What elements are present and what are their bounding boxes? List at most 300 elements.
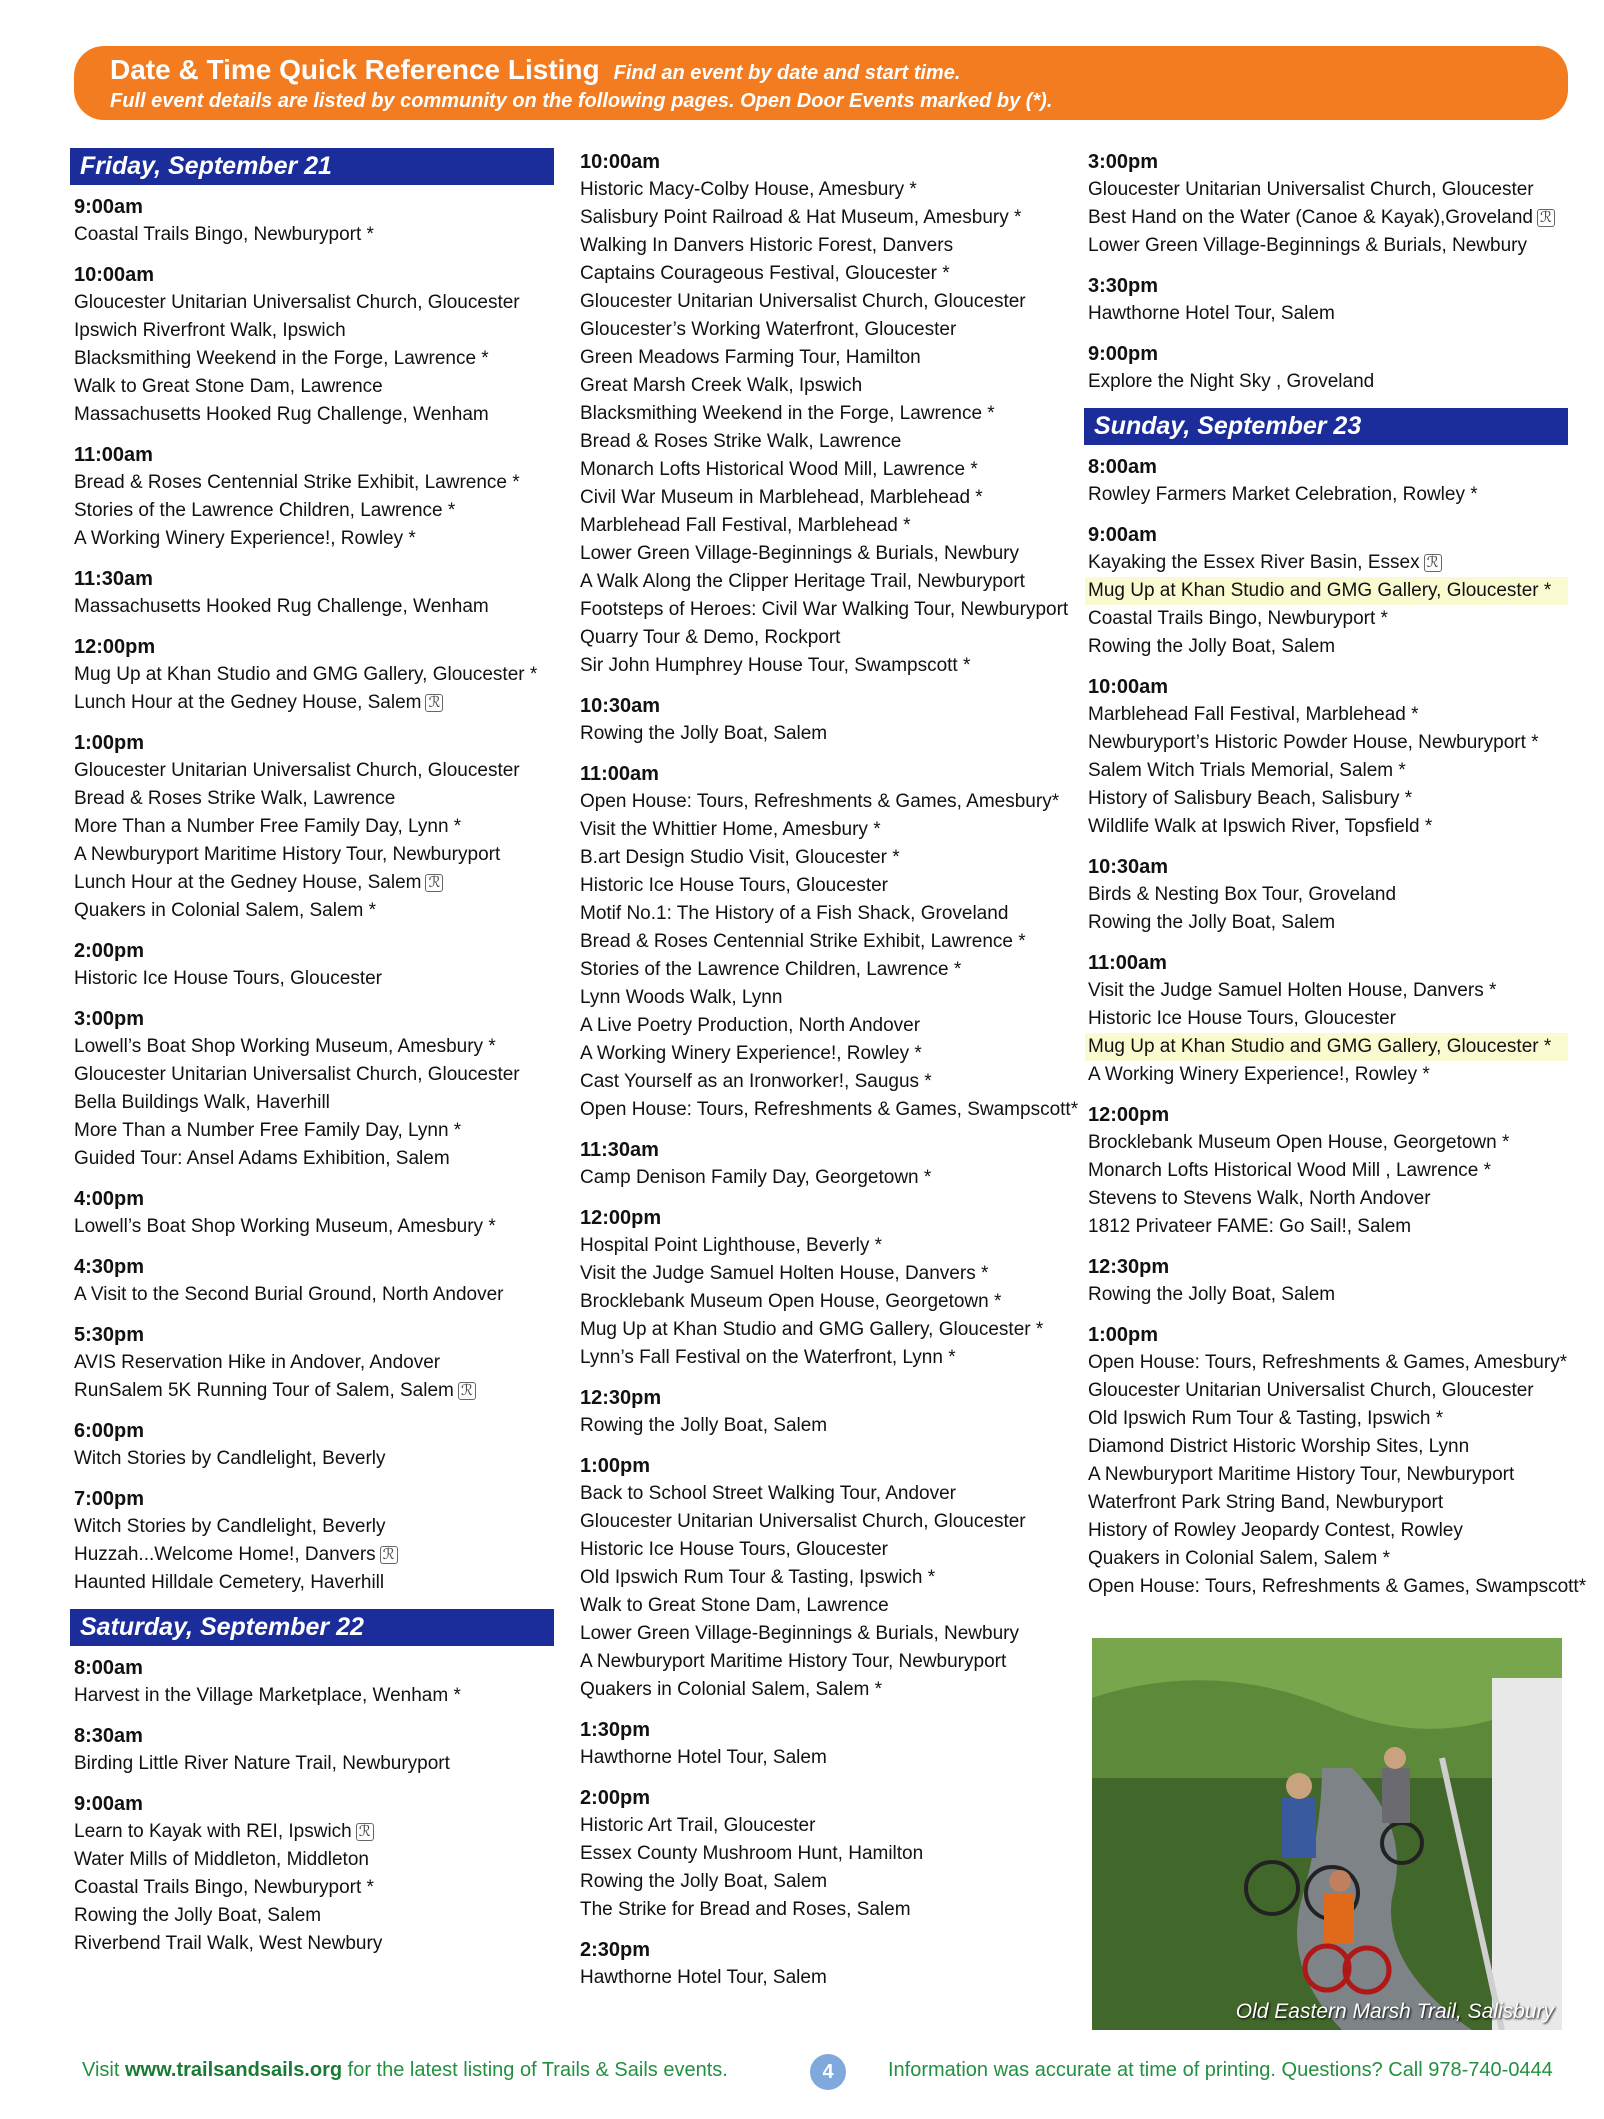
event-item <box>580 288 1070 316</box>
event-title: Open House: Tours, Refreshments & Games, Swampscott* <box>1088 1576 1587 1597</box>
event-item <box>580 1260 1070 1288</box>
banner-subtitle: Find an event by date and start time. <box>613 62 961 84</box>
event-item <box>74 1281 554 1309</box>
event-title: Hawthorne Hotel Tour, Salem <box>580 1967 827 1988</box>
time-slot <box>74 565 554 621</box>
day-header: Friday, September 21 <box>70 148 554 185</box>
event-title: A Working Winery Experience!, Rowley * <box>1088 1064 1430 1085</box>
event-item <box>1085 1033 1568 1061</box>
event-item <box>74 897 554 925</box>
event-item <box>1088 1405 1568 1433</box>
event-item <box>1088 1433 1568 1461</box>
event-item <box>580 652 1070 680</box>
time-label: 12:30pm <box>1088 1256 1170 1278</box>
event-item <box>74 1569 554 1597</box>
time-label: 9:00pm <box>1088 343 1159 365</box>
time-label: 8:00am <box>1088 456 1157 478</box>
event-title: Salem Witch Trials Memorial, Salem * <box>1088 760 1406 781</box>
event-title: Rowing the Jolly Boat, Salem <box>1088 1284 1336 1305</box>
event-title: Salisbury Point Railroad & Hat Museum, Amesbury * <box>580 207 1022 228</box>
event-item <box>1088 1281 1568 1309</box>
time-slot <box>74 729 554 925</box>
event-title: Kayaking the Essex River Basin, Essex <box>1088 552 1420 573</box>
time-slot <box>74 1417 554 1473</box>
time-label: 8:00am <box>74 1657 143 1679</box>
event-title: Coastal Trails Bingo, Newburyport * <box>74 224 374 245</box>
event-item <box>74 401 554 429</box>
event-item <box>1088 1545 1568 1573</box>
event-title: Coastal Trails Bingo, Newburyport * <box>74 1877 374 1898</box>
event-title: Gloucester Unitarian Universalist Church, Gloucester <box>74 760 520 781</box>
event-title: Witch Stories by Candlelight, Beverly <box>74 1516 386 1537</box>
event-title: Lower Green Village-Beginnings & Burials, Newbury <box>580 1623 1019 1644</box>
trail-photo <box>1092 1638 1562 2030</box>
event-title: Witch Stories by Candlelight, Beverly <box>74 1448 386 1469</box>
event-item <box>1088 605 1568 633</box>
event-title: Bread & Roses Strike Walk, Lawrence <box>580 431 902 452</box>
event-item <box>1088 1185 1568 1213</box>
time-label: 2:30pm <box>580 1939 651 1961</box>
time-slot <box>74 1185 554 1241</box>
time-label: 9:00am <box>74 1793 143 1815</box>
time-label: 2:00pm <box>580 1787 651 1809</box>
time-slot <box>1088 1253 1568 1309</box>
event-item <box>1088 1213 1568 1241</box>
event-title: Mug Up at Khan Studio and GMG Gallery, Gloucester * <box>1088 1036 1552 1057</box>
time-label: 7:00pm <box>74 1488 145 1510</box>
time-slot <box>580 1716 1070 1772</box>
event-item <box>74 1930 554 1958</box>
event-item <box>1088 701 1568 729</box>
page-title: Date & Time Quick Reference Listing <box>110 54 600 85</box>
event-title: History of Salisbury Beach, Salisbury * <box>1088 788 1413 809</box>
event-title: Lynn’s Fall Festival on the Waterfront, Lynn * <box>580 1347 956 1368</box>
event-title: Haunted Hilldale Cemetery, Haverhill <box>74 1572 385 1593</box>
event-title: Rowing the Jolly Boat, Salem <box>580 723 828 744</box>
event-item <box>1088 1061 1568 1089</box>
event-item <box>1088 1489 1568 1517</box>
time-slot <box>74 937 554 993</box>
event-item <box>74 289 554 317</box>
event-item <box>580 1620 1070 1648</box>
event-item <box>74 661 554 689</box>
event-item <box>74 1061 554 1089</box>
event-item <box>580 1412 1070 1440</box>
event-title: RunSalem 5K Running Tour of Salem, Salem <box>74 1380 454 1401</box>
event-item <box>74 525 554 553</box>
event-title: Historic Ice House Tours, Gloucester <box>580 1539 888 1560</box>
event-item <box>74 1846 554 1874</box>
event-item <box>580 928 1070 956</box>
event-item <box>1088 232 1568 260</box>
event-item <box>74 757 554 785</box>
event-item <box>74 841 554 869</box>
time-slot <box>1088 1101 1568 1241</box>
event-item <box>580 844 1070 872</box>
time-slot <box>580 1936 1070 1992</box>
time-slot <box>74 633 554 717</box>
event-item <box>580 1480 1070 1508</box>
event-title: Bread & Roses Strike Walk, Lawrence <box>74 788 396 809</box>
event-title: A Walk Along the Clipper Heritage Trail, Newburyport <box>580 571 1025 592</box>
event-title: Brocklebank Museum Open House, Georgetown * <box>1088 1132 1510 1153</box>
event-item <box>580 1744 1070 1772</box>
time-slot <box>74 1654 554 1710</box>
event-title: Civil War Museum in Marblehead, Marblehead * <box>580 487 983 508</box>
event-title: Riverbend Trail Walk, West Newbury <box>74 1933 383 1954</box>
event-item <box>1088 481 1568 509</box>
event-title: More Than a Number Free Family Day, Lynn * <box>74 816 462 837</box>
time-label: 9:00am <box>74 196 143 218</box>
event-title: Old Ipswich Rum Tour & Tasting, Ipswich * <box>580 1567 936 1588</box>
event-item <box>580 816 1070 844</box>
event-title: Newburyport’s Historic Powder House, Newburyport * <box>1088 732 1539 753</box>
event-title: Stories of the Lawrence Children, Lawrence * <box>74 500 456 521</box>
event-title: Monarch Lofts Historical Wood Mill , Lawrence * <box>1088 1160 1492 1181</box>
event-item <box>1088 1377 1568 1405</box>
event-title: Footsteps of Heroes: Civil War Walking Tour, Newburyport <box>580 599 1069 620</box>
event-title: Guided Tour: Ansel Adams Exhibition, Salem <box>74 1148 450 1169</box>
column-middle <box>580 148 1079 2004</box>
event-item <box>74 785 554 813</box>
event-title: Historic Ice House Tours, Gloucester <box>580 875 888 896</box>
event-item <box>1088 204 1568 232</box>
event-item <box>1088 633 1568 661</box>
event-title: Water Mills of Middleton, Middleton <box>74 1849 369 1870</box>
time-label: 11:00am <box>1088 952 1167 974</box>
event-title: Marblehead Fall Festival, Marblehead * <box>580 515 911 536</box>
event-item <box>580 1840 1070 1868</box>
event-title: Rowing the Jolly Boat, Salem <box>1088 912 1336 933</box>
event-item <box>580 540 1070 568</box>
event-item <box>1088 368 1568 396</box>
event-item <box>74 317 554 345</box>
event-item <box>580 1232 1070 1260</box>
event-item <box>580 1316 1070 1344</box>
time-label: 11:30am <box>74 568 153 590</box>
time-slot <box>1088 1321 1587 1601</box>
event-item <box>74 345 554 373</box>
event-title: Historic Art Trail, Gloucester <box>580 1815 816 1836</box>
registration-required-icon: ℛ <box>425 694 443 712</box>
time-label: 10:00am <box>580 151 661 173</box>
event-title: Quakers in Colonial Salem, Salem * <box>1088 1548 1391 1569</box>
event-item <box>580 1164 1070 1192</box>
event-title: Stevens to Stevens Walk, North Andover <box>1088 1188 1431 1209</box>
event-item <box>1088 813 1568 841</box>
event-item <box>74 1349 554 1377</box>
event-title: Visit the Judge Samuel Holten House, Danvers * <box>1088 980 1497 1001</box>
event-item <box>74 1377 554 1405</box>
time-slot <box>580 1384 1070 1440</box>
event-title: Hawthorne Hotel Tour, Salem <box>1088 303 1335 324</box>
time-label: 12:00pm <box>74 636 156 658</box>
event-title: Huzzah...Welcome Home!, Danvers <box>74 1544 376 1565</box>
event-item <box>580 484 1070 512</box>
event-item <box>74 1682 554 1710</box>
event-item <box>580 1096 1079 1124</box>
event-title: Learn to Kayak with REI, Ipswich <box>74 1821 352 1842</box>
event-title: Birding Little River Nature Trail, Newburyport <box>74 1753 450 1774</box>
event-item <box>580 400 1070 428</box>
event-title: B.art Design Studio Visit, Gloucester * <box>580 847 900 868</box>
time-slot <box>74 193 554 249</box>
event-item <box>580 1536 1070 1564</box>
time-label: 11:00am <box>580 763 659 785</box>
event-title: Hawthorne Hotel Tour, Salem <box>580 1747 827 1768</box>
registration-required-icon: ℛ <box>425 874 443 892</box>
event-title: Wildlife Walk at Ipswich River, Topsfield * <box>1088 816 1433 837</box>
event-title: Gloucester Unitarian Universalist Church, Gloucester <box>580 291 1026 312</box>
event-title: Waterfront Park String Band, Newburyport <box>1088 1492 1444 1513</box>
event-item <box>580 204 1070 232</box>
event-item <box>1088 549 1568 577</box>
event-item <box>580 1040 1070 1068</box>
event-item <box>580 900 1070 928</box>
event-item <box>580 456 1070 484</box>
event-title: Captains Courageous Festival, Gloucester * <box>580 263 950 284</box>
registration-required-icon: ℛ <box>1424 554 1442 572</box>
event-title: A Visit to the Second Burial Ground, North Andover <box>74 1284 504 1305</box>
event-title: Massachusetts Hooked Rug Challenge, Wenham <box>74 596 489 617</box>
page-number: 4 <box>810 2054 846 2090</box>
event-item <box>74 1213 554 1241</box>
time-slot <box>1088 453 1568 509</box>
event-title: Cast Yourself as an Ironworker!, Saugus * <box>580 1071 932 1092</box>
time-label: 3:30pm <box>1088 275 1159 297</box>
event-item <box>580 1896 1070 1924</box>
event-title: Motif No.1: The History of a Fish Shack, Groveland <box>580 903 1009 924</box>
event-title: History of Rowley Jeopardy Contest, Rowley <box>1088 1520 1463 1541</box>
event-title: Walk to Great Stone Dam, Lawrence <box>74 376 383 397</box>
registration-required-icon: ℛ <box>1537 209 1555 227</box>
registration-required-icon: ℛ <box>380 1546 398 1564</box>
event-item <box>580 1344 1070 1372</box>
time-slot <box>580 1452 1070 1704</box>
event-title: Mug Up at Khan Studio and GMG Gallery, Gloucester * <box>74 664 538 685</box>
day-header: Saturday, September 22 <box>70 1609 554 1646</box>
event-item <box>580 984 1070 1012</box>
column-right <box>1088 148 1587 1613</box>
event-item <box>580 1012 1070 1040</box>
event-item <box>1088 909 1568 937</box>
event-item <box>74 1117 554 1145</box>
cyclists-image <box>1092 1638 1562 2030</box>
event-item <box>580 1964 1070 1992</box>
event-item <box>74 869 554 897</box>
event-item <box>74 593 554 621</box>
event-item <box>1088 729 1568 757</box>
event-title: Blacksmithing Weekend in the Forge, Lawrence * <box>74 348 489 369</box>
event-item <box>580 1812 1070 1840</box>
time-slot <box>1088 673 1568 841</box>
time-label: 9:00am <box>1088 524 1157 546</box>
event-item <box>74 965 554 993</box>
event-item <box>580 316 1070 344</box>
event-item <box>1088 977 1568 1005</box>
event-title: Quakers in Colonial Salem, Salem * <box>580 1679 883 1700</box>
event-title: Monarch Lofts Historical Wood Mill, Lawrence * <box>580 459 978 480</box>
event-item <box>1088 757 1568 785</box>
event-item <box>74 1541 554 1569</box>
time-label: 8:30am <box>74 1725 143 1747</box>
time-slot <box>74 1005 554 1173</box>
event-title: Ipswich Riverfront Walk, Ipswich <box>74 320 346 341</box>
time-slot <box>1088 521 1568 661</box>
time-slot <box>74 1253 554 1309</box>
event-title: Rowing the Jolly Boat, Salem <box>1088 636 1336 657</box>
event-title: Rowing the Jolly Boat, Salem <box>580 1415 828 1436</box>
event-title: Gloucester Unitarian Universalist Church, Gloucester <box>74 1064 520 1085</box>
event-title: A Live Poetry Production, North Andover <box>580 1015 921 1036</box>
event-title: Open House: Tours, Refreshments & Games, Swampscott* <box>580 1099 1079 1120</box>
event-item <box>580 344 1070 372</box>
event-title: Lunch Hour at the Gedney House, Salem <box>74 872 422 893</box>
event-item <box>580 624 1070 652</box>
event-title: Rowing the Jolly Boat, Salem <box>74 1905 322 1926</box>
event-item <box>580 260 1070 288</box>
event-title: Gloucester Unitarian Universalist Church, Gloucester <box>1088 179 1534 200</box>
time-label: 10:30am <box>1088 856 1169 878</box>
event-title: Gloucester’s Working Waterfront, Gloucester <box>580 319 957 340</box>
time-slot <box>74 261 554 429</box>
event-title: Sir John Humphrey House Tour, Swampscott * <box>580 655 971 676</box>
event-item <box>580 1648 1070 1676</box>
banner-note: Full event details are listed by community on the following pages. Open Door Events marked by (*). <box>110 90 1053 112</box>
event-item <box>1088 1157 1568 1185</box>
event-item <box>1088 1461 1568 1489</box>
event-title: Marblehead Fall Festival, Marblehead * <box>1088 704 1419 725</box>
event-title: Lower Green Village-Beginnings & Burials, Newbury <box>1088 235 1527 256</box>
time-slot <box>1088 272 1568 328</box>
event-title: Gloucester Unitarian Universalist Church, Gloucester <box>580 1511 1026 1532</box>
time-slot <box>580 760 1079 1124</box>
event-item <box>580 428 1070 456</box>
registration-required-icon: ℛ <box>356 1823 374 1841</box>
event-item <box>1088 785 1568 813</box>
event-item <box>580 568 1070 596</box>
time-slot <box>74 1321 554 1405</box>
time-slot <box>580 1136 1070 1192</box>
event-item <box>580 1288 1070 1316</box>
time-slot <box>74 1790 554 1958</box>
event-item <box>580 1068 1070 1096</box>
event-title: Best Hand on the Water (Canoe & Kayak),Groveland <box>1088 207 1533 228</box>
event-title: Walk to Great Stone Dam, Lawrence <box>580 1595 889 1616</box>
event-title: Lowell’s Boat Shop Working Museum, Amesbury * <box>74 1036 496 1057</box>
event-item <box>74 221 554 249</box>
event-title: Bella Buildings Walk, Haverhill <box>74 1092 330 1113</box>
event-item <box>74 1902 554 1930</box>
event-title: The Strike for Bread and Roses, Salem <box>580 1899 911 1920</box>
event-title: Gloucester Unitarian Universalist Church, Gloucester <box>74 292 520 313</box>
header-banner <box>74 46 1568 120</box>
time-label: 3:00pm <box>74 1008 145 1030</box>
event-title: Stories of the Lawrence Children, Lawrence * <box>580 959 962 980</box>
time-label: 6:00pm <box>74 1420 145 1442</box>
time-label: 10:00am <box>1088 676 1169 698</box>
event-title: Blacksmithing Weekend in the Forge, Lawrence * <box>580 403 995 424</box>
event-item <box>580 1508 1070 1536</box>
event-item <box>580 1564 1070 1592</box>
event-title: Diamond District Historic Worship Sites, Lynn <box>1088 1436 1470 1457</box>
event-title: A Newburyport Maritime History Tour, Newburyport <box>1088 1464 1515 1485</box>
event-title: Quarry Tour & Demo, Rockport <box>580 627 841 648</box>
time-label: 12:00pm <box>1088 1104 1170 1126</box>
event-item <box>74 813 554 841</box>
time-slot <box>580 1204 1070 1372</box>
time-slot <box>580 1784 1070 1924</box>
time-slot <box>74 1722 554 1778</box>
event-item <box>580 788 1070 816</box>
event-title: Essex County Mushroom Hunt, Hamilton <box>580 1843 924 1864</box>
time-label: 11:30am <box>580 1139 659 1161</box>
event-title: Camp Denison Family Day, Georgetown * <box>580 1167 932 1188</box>
event-title: Great Marsh Creek Walk, Ipswich <box>580 375 863 396</box>
event-item <box>580 232 1070 260</box>
time-label: 1:30pm <box>580 1719 651 1741</box>
time-slot <box>1088 949 1568 1089</box>
event-title: Historic Macy-Colby House, Amesbury * <box>580 179 917 200</box>
day-header: Sunday, September 23 <box>1084 408 1568 445</box>
event-title: Massachusetts Hooked Rug Challenge, Wenham <box>74 404 489 425</box>
time-label: 11:00am <box>74 444 153 466</box>
time-slot <box>1088 148 1568 260</box>
time-slot <box>580 692 1070 748</box>
event-item <box>580 720 1070 748</box>
event-item <box>74 1874 554 1902</box>
event-item <box>1088 881 1568 909</box>
event-title: Lower Green Village-Beginnings & Burials, Newbury <box>580 543 1019 564</box>
event-item <box>74 1750 554 1778</box>
event-item <box>74 1033 554 1061</box>
time-label: 4:00pm <box>74 1188 145 1210</box>
column-left <box>74 148 554 1970</box>
event-title: Walking In Danvers Historic Forest, Danvers <box>580 235 954 256</box>
registration-required-icon: ℛ <box>458 1382 476 1400</box>
photo-caption: Old Eastern Marsh Trail, Salisbury <box>1235 2000 1554 2023</box>
event-title: Green Meadows Farming Tour, Hamilton <box>580 347 921 368</box>
footer-website-link[interactable]: www.trailsandsails.org <box>124 2059 343 2081</box>
event-title: Visit the Judge Samuel Holten House, Danvers * <box>580 1263 989 1284</box>
event-item <box>1085 577 1568 605</box>
time-slot <box>74 1485 554 1597</box>
event-title: Explore the Night Sky , Groveland <box>1088 371 1375 392</box>
event-item <box>580 512 1070 540</box>
event-item <box>74 689 554 717</box>
footer-visit-pre: Visit <box>82 2059 125 2081</box>
event-title: A Working Winery Experience!, Rowley * <box>580 1043 922 1064</box>
footer-info: Information was accurate at time of printing. Questions? Call 978-740-0444 <box>888 2059 1553 2081</box>
event-item <box>74 1145 554 1173</box>
event-title: Visit the Whittier Home, Amesbury * <box>580 819 881 840</box>
event-title: Rowing the Jolly Boat, Salem <box>580 1871 828 1892</box>
event-title: Harvest in the Village Marketplace, Wenham * <box>74 1685 461 1706</box>
event-title: Historic Ice House Tours, Gloucester <box>74 968 382 989</box>
event-title: Hospital Point Lighthouse, Beverly * <box>580 1235 883 1256</box>
time-label: 5:30pm <box>74 1324 145 1346</box>
event-title: Mug Up at Khan Studio and GMG Gallery, Gloucester * <box>580 1319 1044 1340</box>
time-label: 10:00am <box>74 264 155 286</box>
time-label: 1:00pm <box>1088 1324 1159 1346</box>
event-title: Quakers in Colonial Salem, Salem * <box>74 900 377 921</box>
event-title: Back to School Street Walking Tour, Andover <box>580 1483 956 1504</box>
event-title: Lunch Hour at the Gedney House, Salem <box>74 692 422 713</box>
event-item <box>580 372 1070 400</box>
event-title: Old Ipswich Rum Tour & Tasting, Ipswich * <box>1088 1408 1444 1429</box>
event-item <box>74 1089 554 1117</box>
event-item <box>1088 1517 1568 1545</box>
